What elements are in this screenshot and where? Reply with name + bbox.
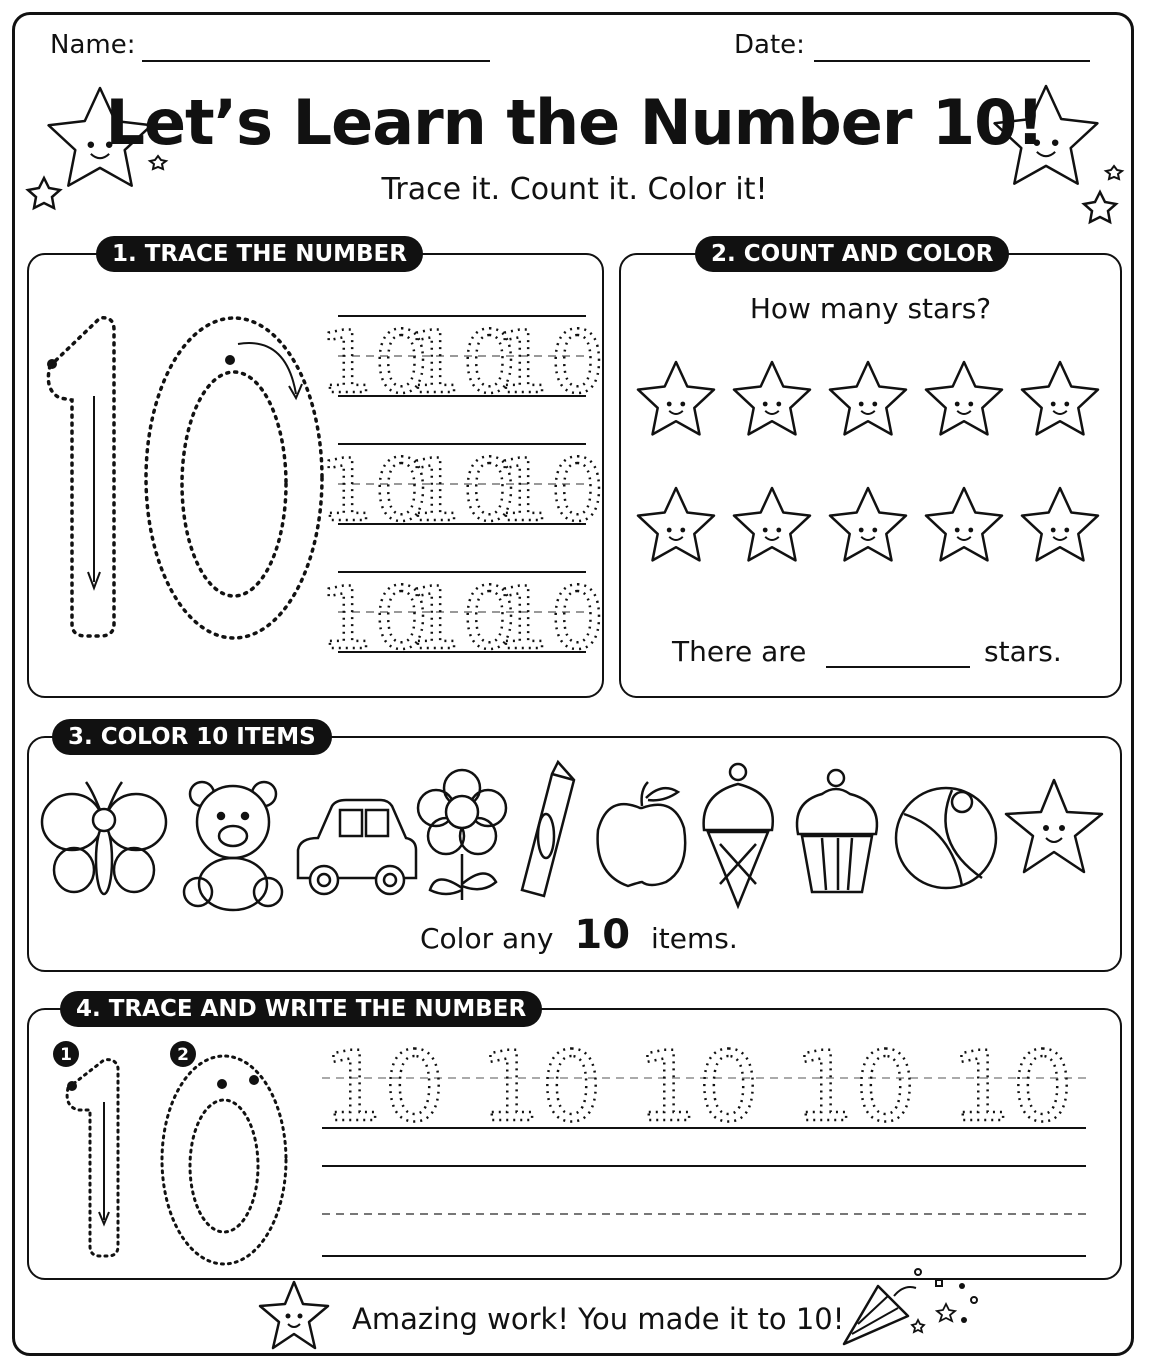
trace-10-glyph: 10: [407, 313, 517, 413]
count-question: How many stars?: [749, 292, 992, 325]
count-star-icon[interactable]: [734, 488, 810, 560]
name-label: Name:: [50, 30, 136, 60]
flower-icon[interactable]: [418, 770, 506, 900]
answer-field[interactable]: [826, 666, 970, 668]
count-star-icon[interactable]: [926, 362, 1002, 434]
instruction-number: 10: [574, 912, 631, 958]
trace-zero-outer: [146, 318, 322, 638]
step2-number: 2: [177, 1045, 189, 1065]
count-star-icon[interactable]: [734, 362, 810, 434]
trace-10-glyph: 10: [479, 1031, 603, 1143]
color-instruction: [420, 912, 738, 958]
count-star-icon[interactable]: [1022, 488, 1098, 560]
section1-heading: 1. TRACE THE NUMBER: [96, 236, 423, 272]
trace-10-glyph: 10: [407, 569, 517, 669]
step1-number: 1: [60, 1045, 72, 1065]
trace-10-glyph: 10: [319, 313, 429, 413]
instruction-suffix: items.: [650, 922, 738, 955]
items-row: [36, 752, 1116, 912]
cupcake-icon[interactable]: [797, 770, 877, 892]
count-stars-grid[interactable]: [628, 350, 1108, 580]
date-field[interactable]: [814, 60, 1090, 62]
trace-10-glyph: 10: [495, 441, 605, 541]
trace-10-glyph: 10: [636, 1031, 760, 1143]
ball-icon[interactable]: [896, 788, 996, 888]
count-star-icon[interactable]: [830, 362, 906, 434]
count-star-icon[interactable]: [638, 488, 714, 560]
apple-icon[interactable]: [598, 782, 686, 886]
name-field[interactable]: [142, 60, 490, 62]
party-popper-icon: [838, 1266, 988, 1350]
write-practice-lines[interactable]: [322, 1028, 1088, 1264]
page-title: Let’s Learn the Number 10!: [105, 86, 1044, 159]
page-subtitle: Trace it. Count it. Color it!: [381, 172, 768, 207]
butterfly-icon[interactable]: [42, 782, 166, 894]
footer-star-icon: [256, 1278, 336, 1354]
trace-10-glyph: 10: [319, 441, 429, 541]
curve-arrow: [238, 343, 296, 394]
trace-10-glyph: 10: [793, 1031, 917, 1143]
answer-prefix: There are: [672, 635, 807, 668]
big-trace-10: [30, 300, 330, 650]
trace-10-glyph: 10: [319, 569, 429, 669]
trace-practice-rows[interactable]: [319, 308, 605, 669]
trace-zero-inner: [182, 372, 286, 596]
teddy-bear-icon[interactable]: [184, 782, 282, 910]
trace-10-glyph: 10: [495, 569, 605, 669]
trace-10-glyph: 10: [407, 441, 517, 541]
trace-10-glyph: 10: [950, 1031, 1074, 1143]
instruction-prefix: Color any: [420, 922, 554, 955]
count-star-icon[interactable]: [638, 362, 714, 434]
answer-suffix: stars.: [984, 635, 1062, 668]
crayon-icon[interactable]: [522, 762, 574, 896]
car-icon[interactable]: [298, 800, 416, 894]
start-dot: [47, 359, 57, 369]
footer-message: Amazing work! You made it to 10!: [352, 1302, 845, 1336]
section3-heading: 3. COLOR 10 ITEMS: [52, 719, 332, 755]
section4-heading: 4. TRACE AND WRITE THE NUMBER: [60, 991, 542, 1027]
stroke-order-10: [46, 1036, 306, 1266]
date-label: Date:: [734, 30, 805, 60]
trace-10-glyph: 10: [322, 1031, 446, 1143]
count-star-icon[interactable]: [830, 488, 906, 560]
section2-heading: 2. COUNT AND COLOR: [695, 236, 1009, 272]
trace-one-outline: [48, 318, 114, 636]
trace-10-glyph: 10: [495, 313, 605, 413]
ice-cream-icon[interactable]: [704, 764, 773, 906]
count-star-icon[interactable]: [926, 488, 1002, 560]
count-star-icon[interactable]: [1022, 362, 1098, 434]
smiling-star-icon[interactable]: [1006, 780, 1102, 872]
practice-row[interactable]: [319, 313, 604, 413]
practice-row[interactable]: [319, 441, 604, 541]
practice-row[interactable]: [319, 569, 604, 669]
